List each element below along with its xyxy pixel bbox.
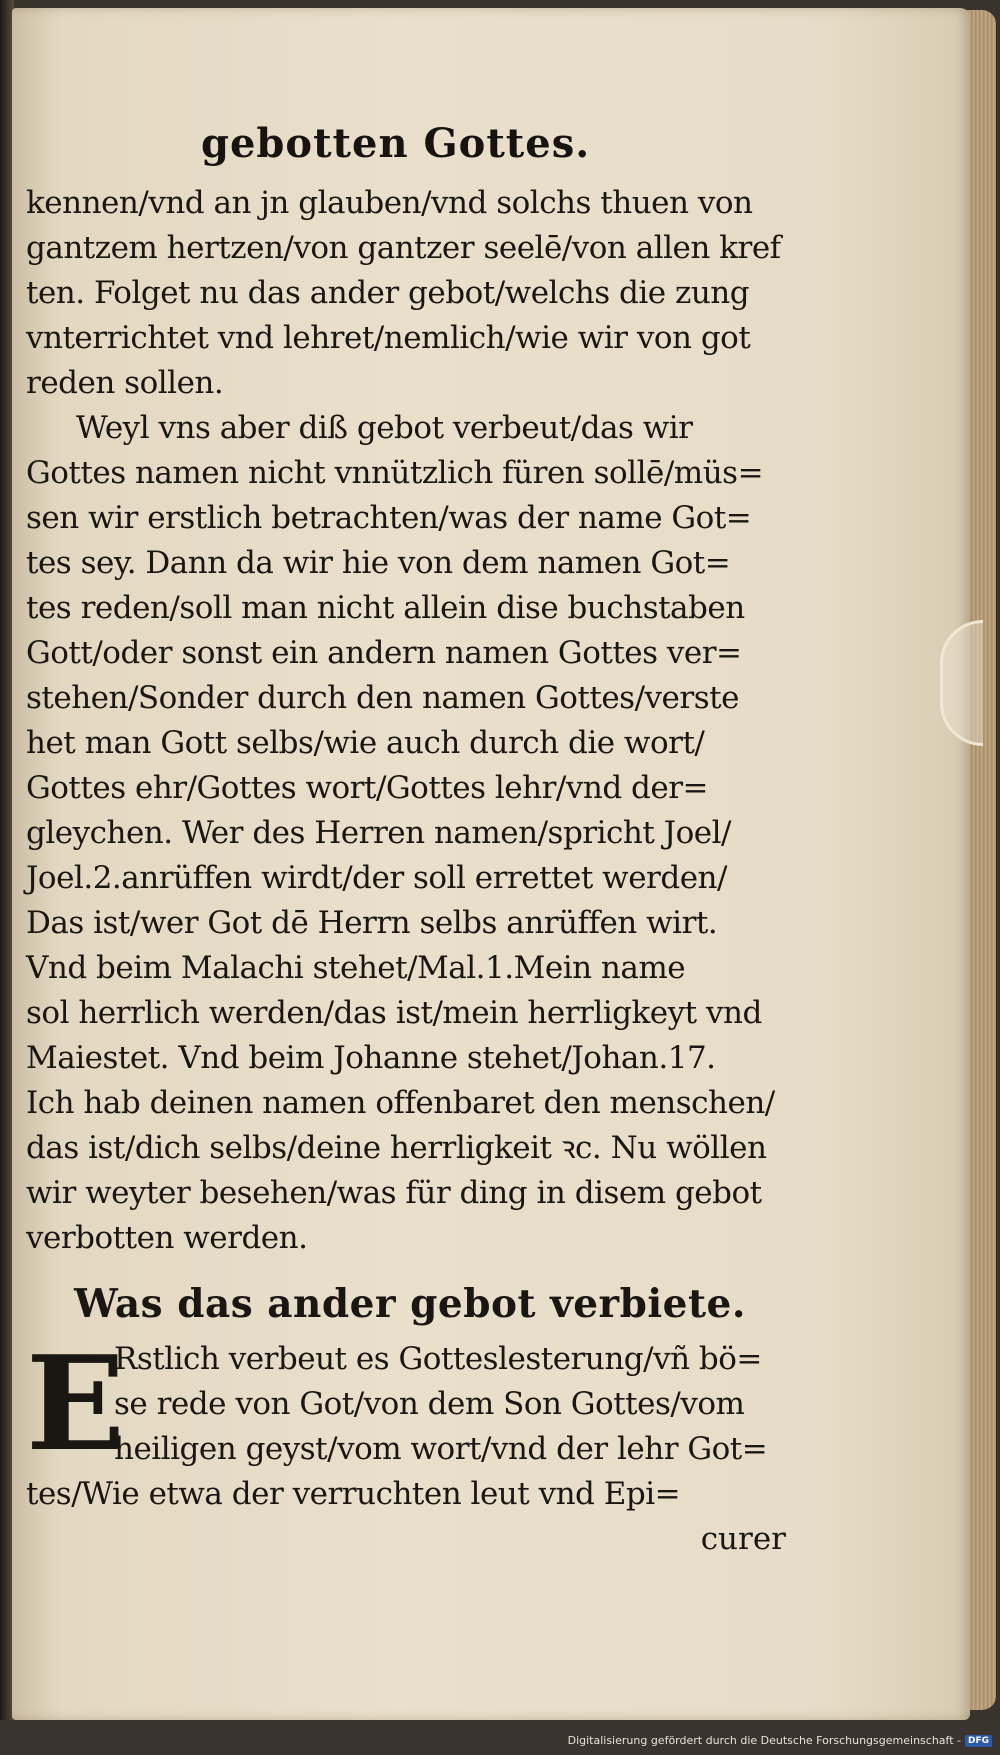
running-head: gebotten Gottes.	[201, 120, 591, 167]
text-line: Vnd beim Malachi stehet/Mal.1.Mein name	[26, 950, 686, 986]
text-line: vnterrichtet vnd lehret/nemlich/wie wir von got	[26, 320, 751, 356]
text-line: Das ist/wer Got dē Herrn selbs anrüffen wirt.	[26, 905, 718, 941]
text-line: Maiestet. Vnd beim Johanne stehet/Johan.17.	[26, 1040, 716, 1076]
text-line: reden sollen.	[26, 365, 224, 401]
attribution-text: Digitalisierung gefördert durch die Deutsche Forschungsgemeinschaft -	[567, 1734, 961, 1747]
drop-cap: E	[26, 1327, 126, 1480]
text-line: tes reden/soll man nicht allein dise buchstaben	[26, 590, 745, 626]
text-line: gleychen. Wer des Herren namen/spricht Joel/	[26, 815, 731, 851]
catchword: curer	[700, 1521, 786, 1557]
text-line: wir weyter besehen/was für ding in disem gebot	[26, 1175, 762, 1211]
text-line: tes/Wie etwa der verruchten leut vnd Epi=	[26, 1476, 681, 1512]
text-line: Joel.2.anrüffen wirdt/der soll errettet werden/	[26, 860, 727, 896]
text-line: gantzem hertzen/von gantzer seelē/von allen kref	[26, 230, 781, 266]
page-text	[26, 120, 796, 1562]
text-line: stehen/Sonder durch den namen Gottes/verste	[26, 680, 739, 716]
section-heading: Was das ander gebot verbiete.	[74, 1281, 746, 1327]
text-line: se rede von Got/von dem Son Gottes/vom	[114, 1386, 745, 1422]
text-line: das ist/dich selbs/deine herrligkeit ꝛc. Nu wöllen	[26, 1130, 767, 1166]
text-line: Ich hab deinen namen offenbaret den menschen/	[26, 1085, 775, 1121]
text-line: sol herrlich werden/das ist/mein herrligkeyt vnd	[26, 995, 762, 1031]
text-line: Gott/oder sonst ein andern namen Gottes ver=	[26, 635, 742, 671]
attribution-bar	[568, 1734, 992, 1747]
paragraph-3	[26, 1327, 796, 1517]
text-line: Weyl vns aber diß gebot verbeut/das wir	[76, 410, 693, 446]
paragraph-1	[26, 181, 796, 406]
paragraph-2	[26, 406, 796, 1261]
text-line: Gottes namen nicht vnnützlich füren sollē/müs=	[26, 455, 764, 491]
page-edges	[966, 10, 996, 1710]
text-line: tes sey. Dann da wir hie von dem namen Got=	[26, 545, 731, 581]
clasp-mark	[940, 620, 983, 746]
text-line: sen wir erstlich betrachten/was der name Got=	[26, 500, 752, 536]
text-line: verbotten werden.	[26, 1220, 308, 1256]
dfg-logo: DFG	[965, 1735, 992, 1747]
text-line: heiligen geyst/vom wort/vnd der lehr Got=	[114, 1431, 768, 1467]
text-line: ten. Folget nu das ander gebot/welchs die zung	[26, 275, 750, 311]
text-line: het man Gott selbs/wie auch durch die wort/	[26, 725, 705, 761]
text-line: Rstlich verbeut es Gotteslesterung/vñ bö=	[114, 1341, 762, 1377]
text-line: kennen/vnd an jn glauben/vnd solchs thuen von	[26, 185, 753, 221]
text-line: Gottes ehr/Gottes wort/Gottes lehr/vnd der=	[26, 770, 708, 806]
